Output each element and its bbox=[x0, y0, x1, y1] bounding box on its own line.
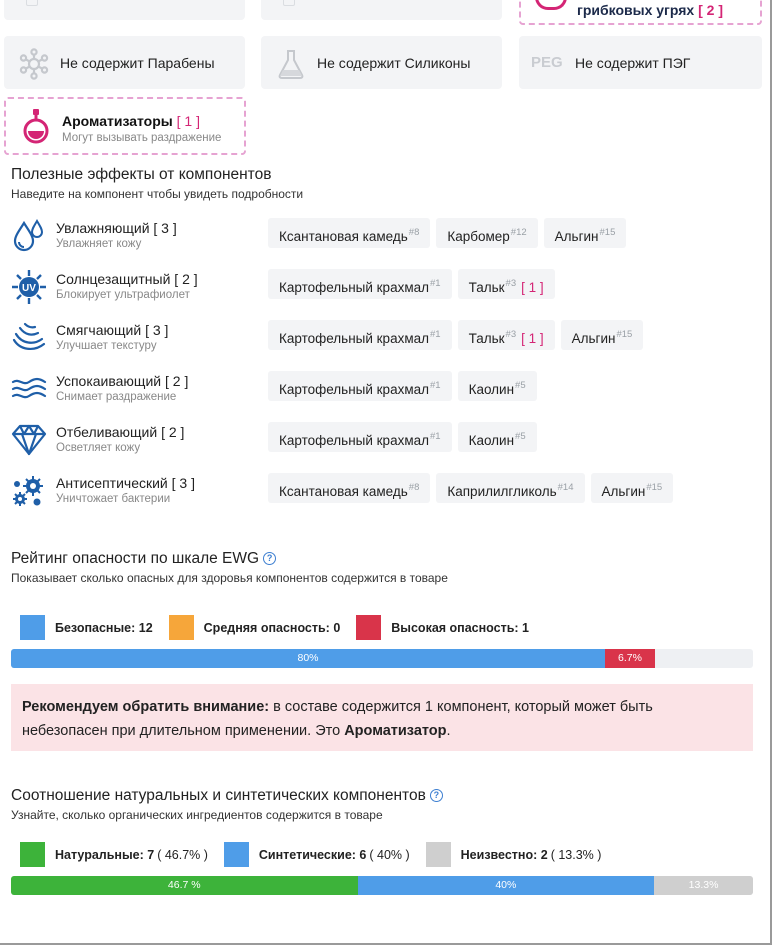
effect-description: Блокирует ультрафиолет bbox=[56, 289, 190, 301]
natural-subtitle: Узнайте, сколько органических ингредиентов содержится в товаре bbox=[11, 808, 383, 822]
ingredient-index: #12 bbox=[510, 227, 527, 238]
legend-swatch bbox=[224, 842, 249, 867]
flask-icon bbox=[273, 46, 309, 82]
bar-segment: 40% bbox=[358, 876, 655, 895]
legend-label: Средняя опасность: 0 bbox=[203, 620, 341, 635]
effect-description: Улучшает текстуру bbox=[56, 340, 157, 352]
ingredient-chip[interactable] bbox=[268, 218, 430, 248]
ingredient-chips bbox=[268, 371, 537, 401]
effect-row bbox=[11, 473, 761, 513]
help-icon[interactable]: ? bbox=[430, 789, 443, 802]
gears-icon bbox=[11, 473, 47, 509]
effect-name bbox=[56, 475, 195, 491]
ingredient-index: #3 bbox=[505, 278, 517, 289]
ingredient-index: #15 bbox=[646, 482, 663, 493]
feature-card-top-2 bbox=[261, 0, 502, 20]
ingredient-name: Картофельный крахмал bbox=[279, 382, 429, 397]
ingredient-index: #15 bbox=[616, 329, 633, 340]
ingredient-name: Картофельный крахмал bbox=[279, 280, 429, 295]
ingredient-chip[interactable] bbox=[561, 320, 644, 350]
ingredient-chip[interactable] bbox=[268, 320, 452, 350]
ingredient-chips bbox=[268, 269, 555, 299]
legend-label: Синтетические: 6 bbox=[258, 847, 367, 862]
bar-segment: 80% bbox=[11, 649, 605, 668]
legend-label: Неизвестно: 2 bbox=[460, 847, 548, 862]
ingredient-name: Ксантановая камедь bbox=[279, 484, 408, 499]
effect-title: Смягчающий bbox=[56, 322, 142, 338]
effect-title: Увлажняющий bbox=[56, 220, 150, 236]
effects-subtitle: Наведите на компонент чтобы увидеть подробности bbox=[11, 187, 304, 201]
fragrance-title: Ароматизаторы bbox=[62, 113, 173, 129]
ingredient-name: Каолин bbox=[468, 382, 515, 397]
legend-swatch bbox=[426, 842, 451, 867]
legend-item bbox=[20, 615, 153, 640]
cut-icon bbox=[26, 0, 38, 6]
ingredient-chips bbox=[268, 422, 537, 452]
ingredient-chip[interactable] bbox=[458, 269, 555, 299]
alert-lead: Рекомендуем обратить внимание: bbox=[22, 699, 270, 715]
effect-row bbox=[11, 269, 761, 309]
legend-percent: ( 13.3% ) bbox=[550, 847, 602, 862]
ingredient-chips bbox=[268, 218, 626, 248]
ingredient-name: Картофельный крахмал bbox=[279, 433, 429, 448]
ingredient-name: Альгин bbox=[571, 331, 616, 346]
ingredient-index: #5 bbox=[515, 431, 526, 442]
peg-icon: PEG bbox=[531, 54, 563, 71]
legend-item bbox=[426, 842, 602, 867]
effect-description: Уничтожает бактерии bbox=[56, 493, 171, 505]
diamond-icon bbox=[11, 422, 47, 458]
ingredient-chip[interactable] bbox=[458, 371, 537, 401]
legend-item bbox=[356, 615, 529, 640]
fragrance-card[interactable] bbox=[4, 97, 246, 155]
alert-ingredient[interactable]: Ароматизатор bbox=[344, 723, 447, 739]
hazard-alert bbox=[11, 684, 753, 751]
ingredient-name: Тальк bbox=[468, 331, 505, 346]
peg-label: Не содержит ПЭГ bbox=[575, 55, 691, 71]
parabens-label: Не содержит Парабены bbox=[60, 55, 215, 71]
effect-name bbox=[56, 220, 177, 236]
help-icon[interactable]: ? bbox=[263, 552, 276, 565]
ewg-bar bbox=[11, 649, 753, 668]
waves-icon bbox=[11, 371, 47, 407]
effect-count: [ 2 ] bbox=[161, 424, 185, 440]
natural-legend bbox=[20, 842, 617, 867]
legend-swatch bbox=[169, 615, 194, 640]
ingredient-name: Тальк bbox=[468, 280, 505, 295]
feather-icon bbox=[11, 320, 47, 356]
warning-icon bbox=[535, 0, 567, 10]
ingredient-index: #5 bbox=[515, 380, 526, 391]
effect-name bbox=[56, 424, 184, 440]
legend-swatch bbox=[356, 615, 381, 640]
ingredient-chip[interactable] bbox=[458, 320, 555, 350]
effect-title: Солнцезащитный bbox=[56, 271, 171, 287]
silicones-card[interactable] bbox=[261, 36, 502, 89]
ingredient-chips bbox=[268, 320, 643, 350]
ingredient-index: #1 bbox=[430, 278, 441, 289]
svg-text:UV: UV bbox=[22, 283, 36, 294]
legend-swatch bbox=[20, 842, 45, 867]
ingredient-name: Каприлилгликоль bbox=[447, 484, 557, 499]
legend-label: Безопасные: 12 bbox=[55, 620, 153, 635]
ingredient-name: Карбомер bbox=[447, 229, 510, 244]
ingredient-name: Альгин bbox=[554, 229, 599, 244]
legend-label: Натуральные: 7 bbox=[55, 847, 155, 862]
ingredient-index: #1 bbox=[430, 380, 441, 391]
peg-card[interactable] bbox=[519, 36, 762, 89]
legend-percent: ( 40% ) bbox=[369, 847, 410, 862]
effect-row bbox=[11, 218, 761, 258]
effect-count: [ 3 ] bbox=[153, 220, 177, 236]
ingredient-name: Картофельный крахмал bbox=[279, 331, 429, 346]
ingredient-name: Каолин bbox=[468, 433, 515, 448]
ingredient-name: Ксантановая камедь bbox=[279, 229, 408, 244]
ingredient-index: #8 bbox=[408, 227, 420, 238]
ingredient-chip[interactable] bbox=[458, 422, 537, 452]
effect-name bbox=[56, 271, 198, 287]
effect-description: Осветляет кожу bbox=[56, 442, 141, 454]
ingredient-index: #1 bbox=[430, 431, 441, 442]
ewg-legend bbox=[20, 615, 545, 640]
effect-count: [ 3 ] bbox=[145, 322, 169, 338]
effect-row bbox=[11, 371, 761, 411]
ingredient-hazard-count: [ 1 ] bbox=[521, 331, 544, 346]
alert-end: . bbox=[446, 723, 451, 739]
ingredient-chip[interactable] bbox=[268, 371, 452, 401]
effect-title: Отбеливающий bbox=[56, 424, 158, 440]
effect-name bbox=[56, 373, 188, 389]
moisture-drops-icon bbox=[11, 218, 47, 254]
effect-count: [ 2 ] bbox=[164, 373, 189, 389]
ingredient-index: #1 bbox=[430, 329, 441, 340]
effect-title: Успокаивающий bbox=[56, 373, 162, 389]
legend-item bbox=[20, 842, 208, 867]
ingredient-chip[interactable] bbox=[436, 473, 584, 503]
effect-name bbox=[56, 322, 168, 338]
ingredient-hazard-count: [ 1 ] bbox=[521, 280, 544, 295]
ingredient-chip[interactable] bbox=[544, 218, 627, 248]
ingredient-index: #14 bbox=[557, 482, 574, 493]
fungal-acne-count: [ 2 ] bbox=[698, 2, 723, 18]
uv-sun-icon bbox=[11, 269, 47, 305]
ingredient-chips bbox=[268, 473, 673, 503]
feature-card-top-1 bbox=[4, 0, 245, 20]
fragrance-subtitle: Могут вызывать раздражение bbox=[62, 132, 222, 144]
fungal-acne-title: грибковых угрях bbox=[577, 2, 695, 18]
ingredient-chip[interactable] bbox=[268, 473, 430, 503]
bar-segment: 13.3% bbox=[654, 876, 753, 895]
ingredient-chip[interactable] bbox=[268, 269, 452, 299]
legend-percent: ( 46.7% ) bbox=[157, 847, 208, 862]
effects-title: Полезные эффекты от компонентов bbox=[11, 166, 272, 183]
effect-description: Увлажняет кожу bbox=[56, 238, 142, 250]
legend-label: Высокая опасность: 1 bbox=[391, 620, 530, 635]
silicones-label: Не содержит Силиконы bbox=[317, 55, 471, 71]
alert-text: в составе содержится 1 компонент, который может быть небезопасен при длительном применении. Это bbox=[22, 699, 653, 739]
parabens-card[interactable] bbox=[4, 36, 245, 89]
effect-row bbox=[11, 422, 761, 462]
effect-title: Антисептический bbox=[56, 475, 168, 491]
effect-description: Снимает раздражение bbox=[56, 391, 177, 403]
fungal-acne-card[interactable] bbox=[519, 0, 762, 25]
ingredient-name: Альгин bbox=[601, 484, 646, 499]
perfume-icon bbox=[18, 108, 54, 144]
legend-item bbox=[224, 842, 410, 867]
legend-swatch bbox=[20, 615, 45, 640]
fragrance-count: [ 1 ] bbox=[176, 113, 200, 129]
effect-count: [ 3 ] bbox=[171, 475, 195, 491]
bar-segment: 6.7% bbox=[605, 649, 655, 668]
effect-row bbox=[11, 320, 761, 360]
ingredient-chip[interactable] bbox=[268, 422, 452, 452]
ingredient-chip[interactable] bbox=[591, 473, 674, 503]
ewg-title: Рейтинг опасности по шкале EWG bbox=[11, 550, 260, 567]
ewg-subtitle: Показывает сколько опасных для здоровья компонентов содержится в товаре bbox=[11, 571, 448, 585]
ingredient-index: #3 bbox=[505, 329, 517, 340]
cut-icon bbox=[283, 0, 295, 6]
natural-title: Соотношение натуральных и синтетических компонентов bbox=[11, 787, 426, 804]
ingredient-chip[interactable] bbox=[436, 218, 537, 248]
natural-bar bbox=[11, 876, 753, 895]
effect-count: [ 2 ] bbox=[174, 271, 198, 287]
bar-segment: 46.7 % bbox=[11, 876, 358, 895]
ingredient-index: #8 bbox=[408, 482, 420, 493]
molecule-icon bbox=[16, 46, 52, 82]
legend-item bbox=[169, 615, 341, 640]
ingredient-index: #15 bbox=[599, 227, 616, 238]
